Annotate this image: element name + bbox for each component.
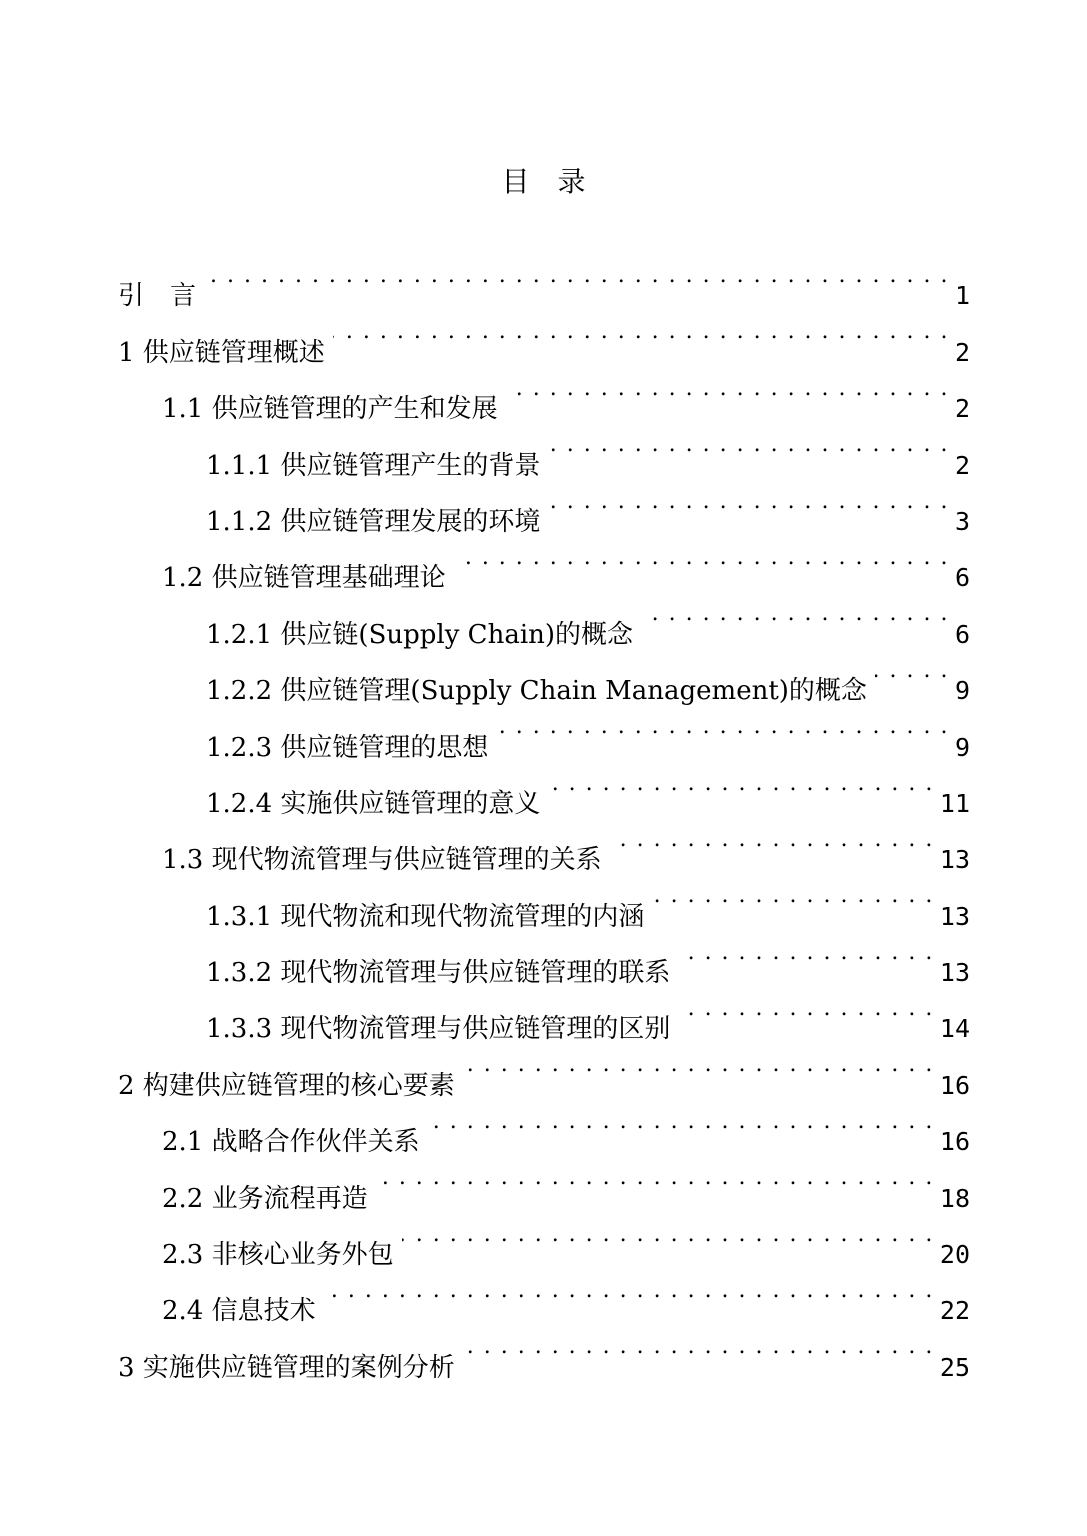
toc-entry-label: 3 实施供应链管理的案例分析 — [118, 1352, 455, 1383]
dot-leader — [463, 1037, 934, 1093]
dot-leader — [324, 1263, 934, 1319]
toc-entry-page: 1 — [954, 281, 970, 311]
toc-entry-page: 20 — [939, 1240, 970, 1270]
toc-entry-label: 1.2.3 供应链管理的思想 — [206, 732, 489, 763]
toc-entry-label: 2.2 业务流程再造 — [162, 1183, 368, 1214]
toc-entry-label: 1.3.1 现代物流和现代物流管理的内涵 — [206, 901, 645, 932]
dot-leader — [652, 868, 933, 924]
toc-entry-label: 1 供应链管理概述 — [118, 337, 325, 368]
toc-entry-page: 9 — [954, 676, 970, 706]
toc-entry-page: 2 — [954, 450, 970, 480]
toc-entry-page: 6 — [954, 563, 970, 593]
toc-entry-label: 1.2.2 供应链管理(Supply Chain Management)的概念 — [206, 676, 867, 707]
toc-entry-page: 13 — [939, 958, 970, 988]
dot-leader — [641, 586, 949, 642]
toc-entry-page: 16 — [939, 1127, 970, 1157]
toc-entry-label: 1.1.2 供应链管理发展的环境 — [206, 506, 541, 537]
toc-entry-page: 3 — [954, 506, 970, 536]
toc-entry-label: 1.2 供应链管理基础理论 — [162, 563, 446, 594]
toc-entry-page: 25 — [939, 1352, 970, 1382]
dot-leader — [610, 812, 934, 868]
toc-entry-page: 2 — [954, 337, 970, 367]
toc-entry-page: 2 — [954, 394, 970, 424]
dot-leader — [678, 981, 933, 1037]
toc-entry-page: 14 — [939, 1014, 970, 1044]
toc-list — [118, 248, 970, 1383]
dot-leader — [548, 417, 949, 473]
dot-leader — [496, 699, 949, 755]
dot-leader — [548, 474, 949, 530]
toc-entry-page: 16 — [939, 1070, 970, 1100]
toc-entry-label: 1.2.4 实施供应链管理的意义 — [206, 788, 541, 819]
dot-leader — [548, 756, 933, 812]
toc-entry[interactable] — [118, 304, 970, 368]
toc-entry-label: 2 构建供应链管理的核心要素 — [118, 1070, 455, 1101]
toc-entry-label: 引 言 — [118, 281, 197, 312]
toc-entry-label: 1.3.2 现代物流管理与供应链管理的联系 — [206, 958, 671, 989]
toc-title: 目 录 — [501, 165, 586, 198]
toc-entry-label: 2.4 信息技术 — [162, 1296, 316, 1327]
toc-entry-label: 1.1.1 供应链管理产生的背景 — [206, 450, 541, 481]
toc-entry-label: 1.3.3 现代物流管理与供应链管理的区别 — [206, 1014, 671, 1045]
toc-entry-page: 9 — [954, 732, 970, 762]
toc-entry-page: 22 — [939, 1296, 970, 1326]
dot-leader — [204, 248, 949, 304]
toc-entry-page: 18 — [939, 1183, 970, 1213]
dot-leader — [333, 304, 949, 360]
toc-entry[interactable] — [118, 248, 970, 312]
dot-leader — [402, 1207, 934, 1263]
toc-entry-label: 2.3 非核心业务外包 — [162, 1240, 394, 1271]
dot-leader — [376, 1150, 934, 1206]
toc-entry-page: 6 — [954, 619, 970, 649]
dot-leader — [454, 530, 949, 586]
toc-entry-label: 1.2.1 供应链(Supply Chain)的概念 — [206, 619, 634, 650]
dot-leader — [875, 643, 949, 699]
dot-leader — [428, 1094, 934, 1150]
toc-entry-page: 11 — [939, 788, 970, 818]
toc-entry-page: 13 — [939, 845, 970, 875]
toc-entry-label: 1.1 供应链管理的产生和发展 — [162, 394, 498, 425]
toc-entry-label: 2.1 战略合作伙伴关系 — [162, 1127, 420, 1158]
dot-leader — [506, 361, 949, 417]
dot-leader — [678, 925, 933, 981]
dot-leader — [463, 1319, 934, 1375]
toc-entry-page: 13 — [939, 901, 970, 931]
toc-entry-label: 1.3 现代物流管理与供应链管理的关系 — [162, 845, 602, 876]
